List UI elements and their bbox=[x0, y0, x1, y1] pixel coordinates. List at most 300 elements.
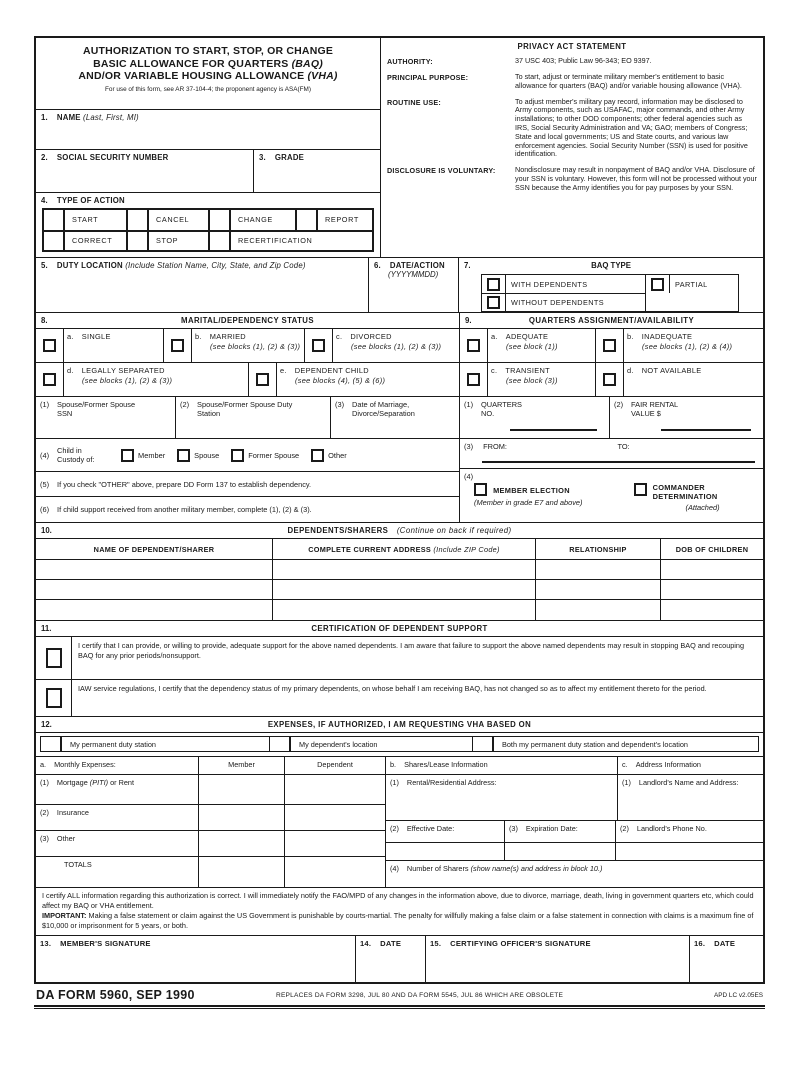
title-line2: BASIC ALLOWANCE FOR QUARTERS bbox=[93, 57, 289, 70]
block1-key: (1) bbox=[40, 400, 50, 409]
rental-address-label: Rental/Residential Address: bbox=[406, 778, 497, 787]
block3-key: (3) bbox=[335, 400, 345, 409]
field5-number: 5. bbox=[41, 261, 48, 270]
block1-label: Spouse/Former Spouse SSN bbox=[57, 400, 136, 418]
adequate-checkbox[interactable] bbox=[467, 339, 480, 352]
stop-checkbox[interactable] bbox=[128, 232, 149, 250]
transient-label: TRANSIENT bbox=[505, 366, 550, 375]
block6-text: If child support received from another military member, complete (1), (2) & (3). bbox=[57, 505, 312, 514]
expiration-date-key: (3) bbox=[509, 824, 518, 833]
block5-key: (5) bbox=[40, 479, 50, 489]
to-label: TO: bbox=[617, 442, 630, 451]
other-expense-label bbox=[36, 831, 199, 856]
title-line2-paren: (BAQ) bbox=[291, 57, 323, 70]
landlord-phone-input[interactable] bbox=[616, 843, 763, 860]
field-grade bbox=[254, 150, 380, 192]
dependent-child-option bbox=[277, 363, 459, 396]
dependent-relationship-cell[interactable] bbox=[536, 580, 661, 599]
section-dependents-sharers bbox=[36, 523, 763, 621]
duty-date-baq-row bbox=[36, 258, 763, 313]
col-address-header bbox=[273, 539, 536, 559]
effective-date-label bbox=[386, 821, 505, 842]
commander-determination-checkbox[interactable] bbox=[634, 483, 647, 496]
monthly-expenses-table bbox=[36, 757, 386, 887]
date-action-input[interactable] bbox=[374, 279, 453, 297]
section10-number: 10. bbox=[41, 526, 52, 535]
note-5-row bbox=[36, 472, 459, 497]
certifying-officer-signature-block bbox=[426, 936, 690, 982]
field-ssn-grade-row bbox=[36, 150, 380, 193]
title-line3-paren: (VHA) bbox=[307, 70, 338, 82]
sig13-number: 13. bbox=[40, 939, 52, 948]
dependent-relationship-cell[interactable] bbox=[536, 600, 661, 620]
col-address-hint: (Include ZIP Code) bbox=[433, 544, 500, 554]
duty-station-checkbox[interactable] bbox=[41, 737, 62, 751]
b-label: Shares/Lease Information bbox=[404, 760, 488, 769]
report-checkbox[interactable] bbox=[297, 210, 318, 230]
divorced-hint: (see blocks (1), (2) & (3)) bbox=[351, 342, 442, 351]
without-dependents-checkbox[interactable] bbox=[487, 296, 500, 309]
da-form-5960 bbox=[34, 36, 765, 984]
landlord-address-key: (1) bbox=[622, 778, 631, 787]
certifying-officer-signature-input[interactable] bbox=[430, 948, 685, 979]
landlord-phone-text: Landlord's Phone No. bbox=[636, 824, 707, 833]
expenses-grid bbox=[36, 757, 763, 887]
disclosure-text: Nondisclosure may result in nonpayment of BAQ and/or VHA. Disclosure of your SSN is voluntary. However, this form will not be processed without your SSN because the Army identifies you for pay purposes by your SSN. bbox=[515, 165, 757, 192]
dependent-dob-cell[interactable] bbox=[661, 600, 763, 620]
start-checkbox[interactable] bbox=[44, 210, 65, 230]
married-checkbox[interactable] bbox=[171, 339, 184, 352]
mortgage-text: Mortgage bbox=[56, 778, 88, 787]
dependent-child-key: e. bbox=[280, 366, 287, 375]
without-dependents-label: WITHOUT DEPENDENTS bbox=[511, 298, 605, 307]
married-option bbox=[192, 329, 305, 362]
sharers-hint: (show name(s) and address in block 10.) bbox=[470, 864, 603, 873]
dependents-location-label: My dependent's location bbox=[291, 737, 473, 751]
rental-address-input[interactable] bbox=[390, 787, 613, 813]
dependent-address-cell[interactable] bbox=[273, 580, 536, 599]
custody-spouse-label: Spouse bbox=[194, 450, 220, 460]
section9-title: QUARTERS ASSIGNMENT/AVAILABILITY bbox=[528, 316, 695, 325]
fair-rental-label1: FAIR RENTAL bbox=[631, 400, 679, 409]
routine-use-label: ROUTINE USE: bbox=[387, 97, 441, 107]
correct-label: CORRECT bbox=[65, 232, 128, 250]
other-text: Other bbox=[56, 834, 76, 843]
custody-member-checkbox[interactable] bbox=[121, 449, 134, 462]
top-left-column bbox=[36, 38, 381, 257]
block4-right-key: (4) bbox=[464, 472, 474, 481]
totals-dependent-cell[interactable] bbox=[285, 857, 385, 887]
dependents-location-checkbox[interactable] bbox=[270, 737, 291, 751]
divorced-checkbox[interactable] bbox=[312, 339, 325, 352]
certifying-date-input[interactable] bbox=[694, 948, 759, 979]
totals-member-cell[interactable] bbox=[199, 857, 285, 887]
form-subtitle: For use of this form, see AR 37-104-4; the proponent agency is ASA(FM) bbox=[104, 85, 312, 93]
title-line3: AND/OR VARIABLE HOUSING ALLOWANCE bbox=[78, 70, 305, 82]
section10-title-hint: (Continue on back if required) bbox=[396, 526, 512, 535]
field3-label: GRADE bbox=[274, 153, 305, 163]
routine-use-text: To adjust member's military pay record, information may be disclosed to Army components, such as USAFAC, major commands, and other Army installations; to other DOD components; other federal agencies such as IRS, Social Security Administration and VA; GAO; members of Congress; State and local governments; US and State courts, and various law enforcement agencies. Social Security Number (SSN) is used for positive identification. bbox=[515, 96, 748, 159]
landlord-phone-key: (2) bbox=[620, 824, 629, 833]
member-column-header: Member bbox=[199, 757, 285, 774]
support-certification-checkbox[interactable] bbox=[46, 648, 62, 668]
field-name bbox=[36, 110, 380, 151]
a-label: Monthly Expenses: bbox=[54, 760, 116, 769]
field7-number: 7. bbox=[464, 261, 471, 270]
certification-item bbox=[36, 680, 763, 716]
field-ssn bbox=[36, 150, 254, 192]
sharers-key: (4) bbox=[390, 864, 399, 873]
authority-text: 37 USC 403; Public Law 96-343; EO 9397. bbox=[515, 56, 652, 65]
privacy-act-statement bbox=[381, 38, 763, 257]
col-dob-header: DOB OF CHILDREN bbox=[675, 544, 749, 554]
cancel-label: CANCEL bbox=[149, 210, 210, 230]
field2-number: 2. bbox=[41, 153, 48, 163]
legally-separated-hint: (see blocks (1), (2) & (3)) bbox=[82, 376, 173, 385]
field6-number: 6. bbox=[374, 261, 381, 270]
type-of-action-grid bbox=[42, 208, 374, 252]
dependents-table-row bbox=[36, 560, 763, 580]
section-certification-dependent-support bbox=[36, 621, 763, 717]
landlord-address-block bbox=[618, 775, 763, 820]
dependent-dob-cell[interactable] bbox=[661, 580, 763, 599]
field5-hint: (Include Station Name, City, State, and Zip Code) bbox=[125, 261, 306, 270]
divorced-label: DIVORCED bbox=[350, 332, 392, 341]
sharers-label: Number of Sharers bbox=[406, 864, 469, 873]
member-election-block bbox=[460, 469, 763, 522]
sig15-label: CERTIFYING OFFICER'S SIGNATURE bbox=[450, 939, 591, 948]
recertification-label: RECERTIFICATION bbox=[238, 236, 313, 246]
duty-station-label: My permanent duty station bbox=[62, 737, 270, 751]
c-label: Address Information bbox=[635, 760, 701, 769]
block4-label: Child in Custody of: bbox=[57, 446, 95, 464]
fair-rental-label2: VALUE $ bbox=[631, 409, 661, 418]
top-section bbox=[36, 38, 763, 258]
legally-separated-option bbox=[64, 363, 249, 396]
number-of-sharers-block bbox=[386, 861, 763, 887]
transient-checkbox[interactable] bbox=[467, 373, 480, 386]
block2-label: Spouse/Former Spouse Duty Station bbox=[197, 400, 293, 418]
field1-number: 1. bbox=[41, 112, 48, 122]
shares-lease-header bbox=[386, 757, 618, 774]
member-election-option bbox=[464, 483, 600, 522]
custody-other-checkbox[interactable] bbox=[311, 449, 324, 462]
single-label: SINGLE bbox=[81, 332, 111, 341]
marriage-date-block bbox=[331, 397, 459, 438]
dependents-table-row bbox=[36, 580, 763, 600]
adequate-key: a. bbox=[491, 332, 498, 341]
block2-key: (2) bbox=[180, 400, 190, 409]
form-footer bbox=[34, 984, 765, 1005]
other-key: (3) bbox=[40, 834, 49, 843]
insurance-label bbox=[36, 805, 199, 830]
b-key: b. bbox=[390, 760, 397, 769]
fair-rental-block bbox=[610, 397, 763, 438]
single-key: a. bbox=[67, 332, 74, 341]
rental-address-block bbox=[386, 775, 618, 820]
title-box bbox=[36, 38, 380, 110]
block6-key: (6) bbox=[40, 505, 50, 514]
section10-title bbox=[36, 523, 763, 535]
recertification-checkbox[interactable] bbox=[210, 232, 231, 250]
field1-hint: (Last, First, MI) bbox=[83, 112, 139, 122]
from-to-block bbox=[460, 439, 763, 469]
section-expenses bbox=[36, 717, 763, 888]
duty-location-input[interactable] bbox=[41, 270, 363, 302]
bottom-rule bbox=[34, 1005, 765, 1009]
dependent-child-checkbox[interactable] bbox=[256, 373, 269, 386]
col-address-text: COMPLETE CURRENT ADDRESS bbox=[308, 544, 432, 554]
adequate-hint: (see block (1)) bbox=[506, 342, 558, 351]
certification-item bbox=[36, 637, 763, 680]
from-to-key: (3) bbox=[464, 442, 474, 451]
expiration-date-label bbox=[505, 821, 616, 842]
mortgage-label bbox=[36, 775, 199, 804]
legally-separated-key: d. bbox=[67, 366, 74, 375]
version-code: APD LC v2.05ES bbox=[713, 991, 763, 999]
quarters-no-label1: QUARTERS bbox=[481, 400, 522, 409]
divorced-key: c. bbox=[336, 332, 343, 341]
a-key: a. bbox=[40, 760, 47, 769]
disclosure-label: DISCLOSURE IS VOLUNTARY: bbox=[387, 166, 496, 176]
sig16-number: 16. bbox=[694, 939, 706, 948]
stop-label: STOP bbox=[149, 232, 210, 250]
c-key: c. bbox=[622, 760, 628, 769]
mortgage-dependent-cell[interactable] bbox=[285, 775, 385, 804]
not-available-option bbox=[624, 363, 763, 396]
dependent-address-cell[interactable] bbox=[273, 560, 536, 579]
mortgage-suffix: or Rent bbox=[110, 778, 134, 787]
member-election-hint: (Member in grade E7 and above) bbox=[474, 498, 583, 507]
section11-title: CERTIFICATION OF DEPENDENT SUPPORT bbox=[311, 624, 488, 633]
section-quarters-availability bbox=[460, 313, 763, 522]
certifying-date-block bbox=[690, 936, 763, 982]
spouse-duty-station-block bbox=[176, 397, 331, 438]
block5-text: If you check "OTHER" above, prepare DD Form 137 to establish dependency. bbox=[57, 479, 312, 489]
sig14-label: DATE bbox=[380, 939, 402, 948]
final-certification-statement bbox=[36, 888, 763, 936]
landlord-address-label: Landlord's Name and Address: bbox=[638, 778, 739, 787]
section12-title: EXPENSES, IF AUTHORIZED, I AM REQUESTING VHA BASED ON bbox=[267, 720, 532, 729]
mortgage-member-cell[interactable] bbox=[199, 775, 285, 804]
single-checkbox[interactable] bbox=[43, 339, 56, 352]
field-baq-type bbox=[459, 258, 763, 312]
not-available-checkbox[interactable] bbox=[603, 373, 616, 386]
section8-number: 8. bbox=[41, 316, 48, 325]
signature-row bbox=[36, 936, 763, 982]
vha-basis-options bbox=[36, 733, 763, 757]
transient-hint: (see block (3)) bbox=[506, 376, 558, 385]
custody-other-label: Other bbox=[328, 450, 347, 460]
sig13-label: MEMBER'S SIGNATURE bbox=[60, 939, 151, 948]
address-info-header bbox=[618, 757, 763, 774]
with-dependents-checkbox[interactable] bbox=[487, 278, 500, 291]
form-id: DA FORM 5960, SEP 1990 bbox=[36, 988, 195, 1002]
form-title bbox=[36, 45, 380, 83]
section12-number: 12. bbox=[41, 720, 52, 729]
expiration-date-text: Expiration Date: bbox=[525, 824, 578, 833]
field1-label: NAME bbox=[56, 112, 81, 122]
iaw-certification-checkbox[interactable] bbox=[46, 688, 62, 708]
totals-label: TOTALS bbox=[36, 857, 199, 887]
custody-former-spouse-checkbox[interactable] bbox=[231, 449, 244, 462]
replaces-note: REPLACES DA FORM 3298, JUL 80 AND DA FORM 5545, JUL 86 WHICH ARE OBSOLETE bbox=[276, 991, 564, 999]
both-locations-checkbox[interactable] bbox=[473, 737, 494, 751]
dependent-dob-cell[interactable] bbox=[661, 560, 763, 579]
col-relationship-header: RELATIONSHIP bbox=[536, 539, 661, 559]
important-label: IMPORTANT: bbox=[42, 911, 87, 920]
married-key: b. bbox=[195, 332, 202, 341]
start-label: START bbox=[65, 210, 128, 230]
cancel-checkbox[interactable] bbox=[128, 210, 149, 230]
married-label: MARRIED bbox=[209, 332, 246, 341]
principal-purpose-label: PRINCIPAL PURPOSE: bbox=[387, 73, 469, 82]
field-type-of-action bbox=[36, 193, 380, 257]
monthly-expenses-header bbox=[36, 757, 199, 774]
partial-label: PARTIAL bbox=[675, 279, 708, 289]
field4-label: TYPE OF ACTION bbox=[56, 195, 125, 205]
quarters-no-input[interactable] bbox=[510, 422, 597, 431]
field7-label: BAQ TYPE bbox=[591, 261, 631, 270]
block4-key: (4) bbox=[40, 450, 50, 460]
commander-determination-label: COMMANDER DETERMINATION bbox=[652, 483, 718, 501]
iaw-certification-text: IAW service regulations, I certify that the dependency status of my primary dependents, on whose behalf I am receiving BAQ, has not changed so as to affect my entitlement thereto for the period. bbox=[78, 684, 707, 693]
transient-option bbox=[488, 363, 596, 396]
legally-separated-label: LEGALLY SEPARATED bbox=[81, 366, 165, 375]
authority-label: AUTHORITY: bbox=[387, 57, 433, 66]
sig16-label: DATE bbox=[714, 939, 736, 948]
block3-label: Date of Marriage, Divorce/Separation bbox=[352, 400, 415, 418]
inadequate-checkbox[interactable] bbox=[603, 339, 616, 352]
adequate-option bbox=[488, 329, 596, 362]
insurance-member-cell[interactable] bbox=[199, 805, 285, 830]
certification-line1: I certify ALL information regarding this authorization is correct. I will immediately notify the FAO/MPD of any changes in the information above, due to divorce, marriage, death, living in government quarters etc, which could affect my BAQ or VHA entitlement. bbox=[42, 891, 754, 910]
from-label: FROM: bbox=[483, 442, 507, 451]
dependent-relationship-cell[interactable] bbox=[536, 560, 661, 579]
custody-former-spouse-label: Former Spouse bbox=[248, 450, 300, 460]
section-marital-status bbox=[36, 313, 460, 522]
support-certification-text: I certify that I can provide, or willing to provide, adequate support for the above named dependents. I am aware that failure to support the above named dependents may result in stopping BAQ and recouping BAQ for any prior periods/nonsupport. bbox=[78, 641, 745, 660]
dependent-name-cell[interactable] bbox=[36, 560, 273, 579]
name-input[interactable] bbox=[41, 122, 375, 147]
commander-determination-hint: (Attached) bbox=[685, 503, 720, 512]
mortgage-piti: (PITI) bbox=[89, 778, 109, 787]
section8-title: MARITAL/DEPENDENCY STATUS bbox=[181, 316, 314, 325]
both-locations-label: Both my permanent duty station and dependent's location bbox=[502, 739, 688, 749]
field-date-action bbox=[369, 258, 459, 312]
dependent-child-label: DEPENDENT CHILD bbox=[294, 366, 369, 375]
member-date-input[interactable] bbox=[360, 948, 421, 979]
change-checkbox[interactable] bbox=[210, 210, 231, 230]
dependents-table-row bbox=[36, 600, 763, 620]
inadequate-hint: (see blocks (1), (2) & (4)) bbox=[642, 342, 733, 351]
child-custody-row bbox=[36, 439, 459, 472]
sig15-number: 15. bbox=[430, 939, 442, 948]
commander-determination-option bbox=[600, 483, 760, 522]
correct-checkbox[interactable] bbox=[44, 232, 65, 250]
fair-rental-key: (2) bbox=[614, 400, 624, 409]
inadequate-option bbox=[624, 329, 763, 362]
section11-number: 11. bbox=[41, 624, 52, 633]
landlord-address-input[interactable] bbox=[622, 787, 759, 813]
mortgage-key: (1) bbox=[40, 778, 49, 787]
quarters-no-block bbox=[460, 397, 610, 438]
effective-date-key: (2) bbox=[390, 824, 399, 833]
field6-hint: (YYYYMMDD) bbox=[388, 270, 439, 279]
dependent-name-cell[interactable] bbox=[36, 580, 273, 599]
fair-rental-value-input[interactable] bbox=[661, 422, 751, 431]
section10-title-text: DEPENDENTS/SHARERS bbox=[287, 526, 389, 535]
change-label: CHANGE bbox=[231, 210, 297, 230]
field3-number: 3. bbox=[259, 153, 266, 163]
privacy-title: PRIVACY ACT STATEMENT bbox=[517, 42, 627, 51]
field4-number: 4. bbox=[41, 195, 48, 205]
adequate-label: ADEQUATE bbox=[505, 332, 549, 341]
transient-key: c. bbox=[491, 366, 498, 375]
section9-number: 9. bbox=[465, 316, 472, 325]
dependent-name-cell[interactable] bbox=[36, 600, 273, 620]
rental-address-key: (1) bbox=[390, 778, 399, 787]
other-member-cell[interactable] bbox=[199, 831, 285, 856]
certification-line2: Making a false statement or claim against the US Government is punishable by courts-martial. The penalty for willfully making a false claim or a false statement in connection with claims is a maximum fine of $10,000 or imprisonment for 5 years, or both. bbox=[42, 911, 754, 930]
legally-separated-checkbox[interactable] bbox=[43, 373, 56, 386]
dependent-address-cell[interactable] bbox=[273, 600, 536, 620]
quarters-no-label2: NO. bbox=[481, 409, 495, 418]
report-label: REPORT bbox=[325, 215, 359, 225]
insurance-dependent-cell[interactable] bbox=[285, 805, 385, 830]
baq-type-options bbox=[481, 274, 739, 312]
custody-spouse-checkbox[interactable] bbox=[177, 449, 190, 462]
divorced-option bbox=[333, 329, 459, 362]
partial-checkbox[interactable] bbox=[651, 278, 664, 291]
from-to-input[interactable] bbox=[482, 461, 755, 463]
custody-member-label: Member bbox=[138, 450, 166, 460]
lease-address-table bbox=[386, 757, 763, 887]
field5-label: DUTY LOCATION bbox=[56, 261, 123, 270]
insurance-key: (2) bbox=[40, 808, 49, 817]
member-election-label: MEMBER ELECTION bbox=[493, 486, 570, 495]
effective-date-text: Effective Date: bbox=[406, 824, 455, 833]
principal-purpose-text: To start, adjust or terminate military member's entitlement to basic allowance for quarters (BAQ) and/or variable housing allowance (VHA). bbox=[515, 72, 742, 90]
sig14-number: 14. bbox=[360, 939, 372, 948]
inadequate-key: b. bbox=[627, 332, 634, 341]
with-dependents-label: WITH DEPENDENTS bbox=[506, 275, 646, 293]
landlord-phone-label bbox=[616, 821, 763, 842]
col-name-header: NAME OF DEPENDENT/SHARER bbox=[36, 539, 273, 559]
member-signature-input[interactable] bbox=[40, 948, 351, 979]
inadequate-label: INADEQUATE bbox=[641, 332, 693, 341]
married-hint: (see blocks (1), (2) & (3)) bbox=[210, 342, 301, 351]
effective-date-input[interactable] bbox=[386, 843, 505, 860]
title-line1: AUTHORIZATION TO START, STOP, OR CHANGE bbox=[82, 45, 334, 57]
dependents-table-header bbox=[36, 539, 763, 560]
expiration-date-input[interactable] bbox=[505, 843, 616, 860]
insurance-text: Insurance bbox=[56, 808, 89, 817]
not-available-key: d. bbox=[627, 366, 634, 375]
marital-quarters-row bbox=[36, 313, 763, 523]
dependent-column-header: Dependent bbox=[317, 760, 353, 769]
single-option bbox=[64, 329, 164, 362]
field2-label: SOCIAL SECURITY NUMBER bbox=[56, 153, 169, 163]
dependent-child-hint: (see blocks (4), (5) & (6)) bbox=[295, 376, 386, 385]
member-signature-block bbox=[36, 936, 356, 982]
quarters-no-key: (1) bbox=[464, 400, 474, 409]
other-dependent-cell[interactable] bbox=[285, 831, 385, 856]
member-election-checkbox[interactable] bbox=[474, 483, 487, 496]
spouse-ssn-block bbox=[36, 397, 176, 438]
field6-label: DATE/ACTION bbox=[389, 261, 445, 270]
note-6-row bbox=[36, 497, 459, 522]
